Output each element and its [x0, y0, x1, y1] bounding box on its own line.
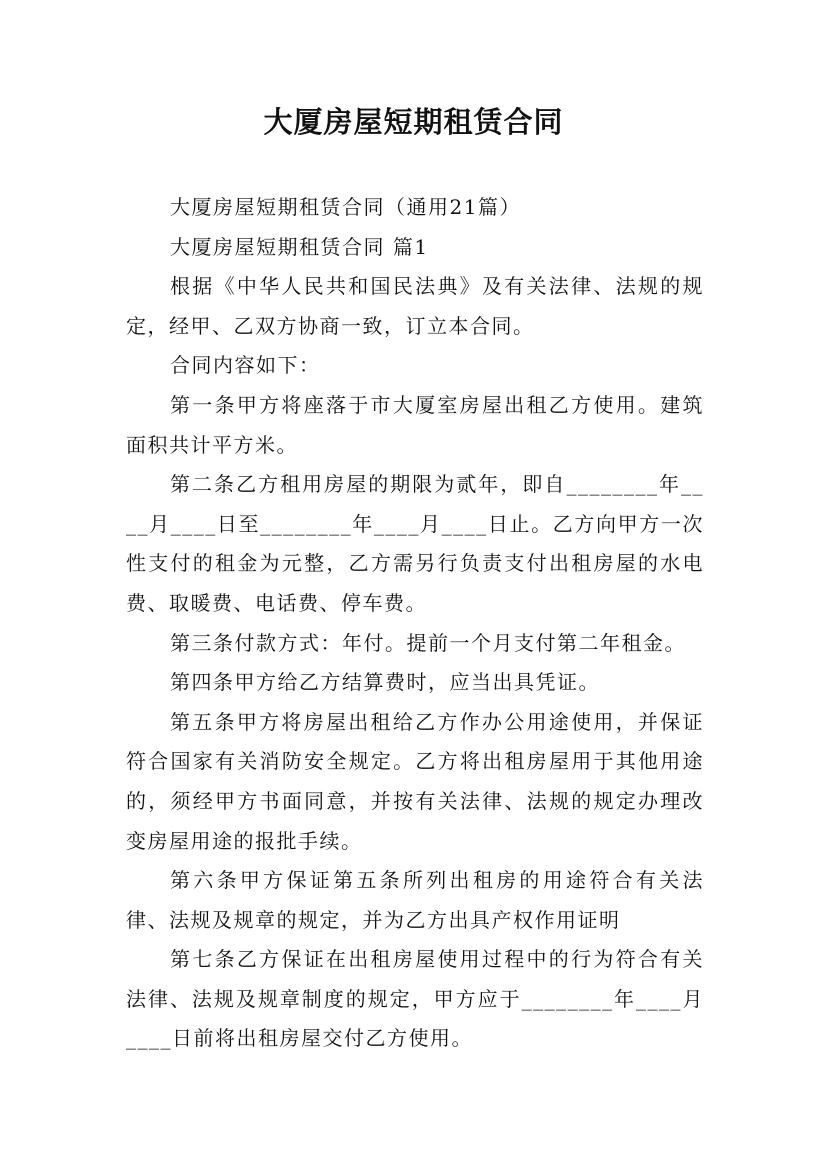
- paragraph-article-7: 第七条乙方保证在出租房屋使用过程中的行为符合有关法律、法规及规章制度的规定，甲方应于________年____月____日前将出租房屋交付乙方使用。: [126, 947, 704, 1051]
- paragraph-article-1: 第一条甲方将座落于市大厦室房屋出租乙方使用。建筑面积共计平方米。: [126, 392, 704, 457]
- paragraph-section-heading: 大厦房屋短期租赁合同 篇1: [170, 234, 429, 259]
- document-body: [126, 188, 704, 1059]
- paragraph-article-2: 第二条乙方租用房屋的期限为贰年，即自________年____月____日至________年____月____日止。乙方向甲方一次性支付的租金为元整，乙方需另行负责支付出租房屋的水电费、取暖费、电话费、停车费。: [126, 472, 704, 615]
- paragraph-article-5: 第五条甲方将房屋出租给乙方作办公用途使用，并保证符合国家有关消防安全规定。乙方将出租房屋用于其他用途的，须经甲方书面同意，并按有关法律、法规的规定办理改变房屋用途的报批手续。: [126, 709, 704, 853]
- paragraph-article-4: 第四条甲方给乙方结算费时，应当出具凭证。: [170, 670, 600, 695]
- paragraph-preamble: 根据《中华人民共和国民法典》及有关法律、法规的规定，经甲、乙双方协商一致，订立本合同。: [126, 274, 704, 338]
- paragraph-contents-intro: 合同内容如下：: [170, 353, 321, 378]
- paragraph-article-3: 第三条付款方式：年付。提前一个月支付第二年租金。: [170, 630, 686, 655]
- document-title: 大厦房屋短期租赁合同: [263, 105, 564, 139]
- paragraph-subtitle: 大厦房屋短期租赁合同（通用21篇）: [170, 195, 521, 219]
- paragraph-article-6: 第六条甲方保证第五条所列出租房的用途符合有关法律、法规及规章的规定，并为乙方出具产权作用证明: [126, 868, 704, 932]
